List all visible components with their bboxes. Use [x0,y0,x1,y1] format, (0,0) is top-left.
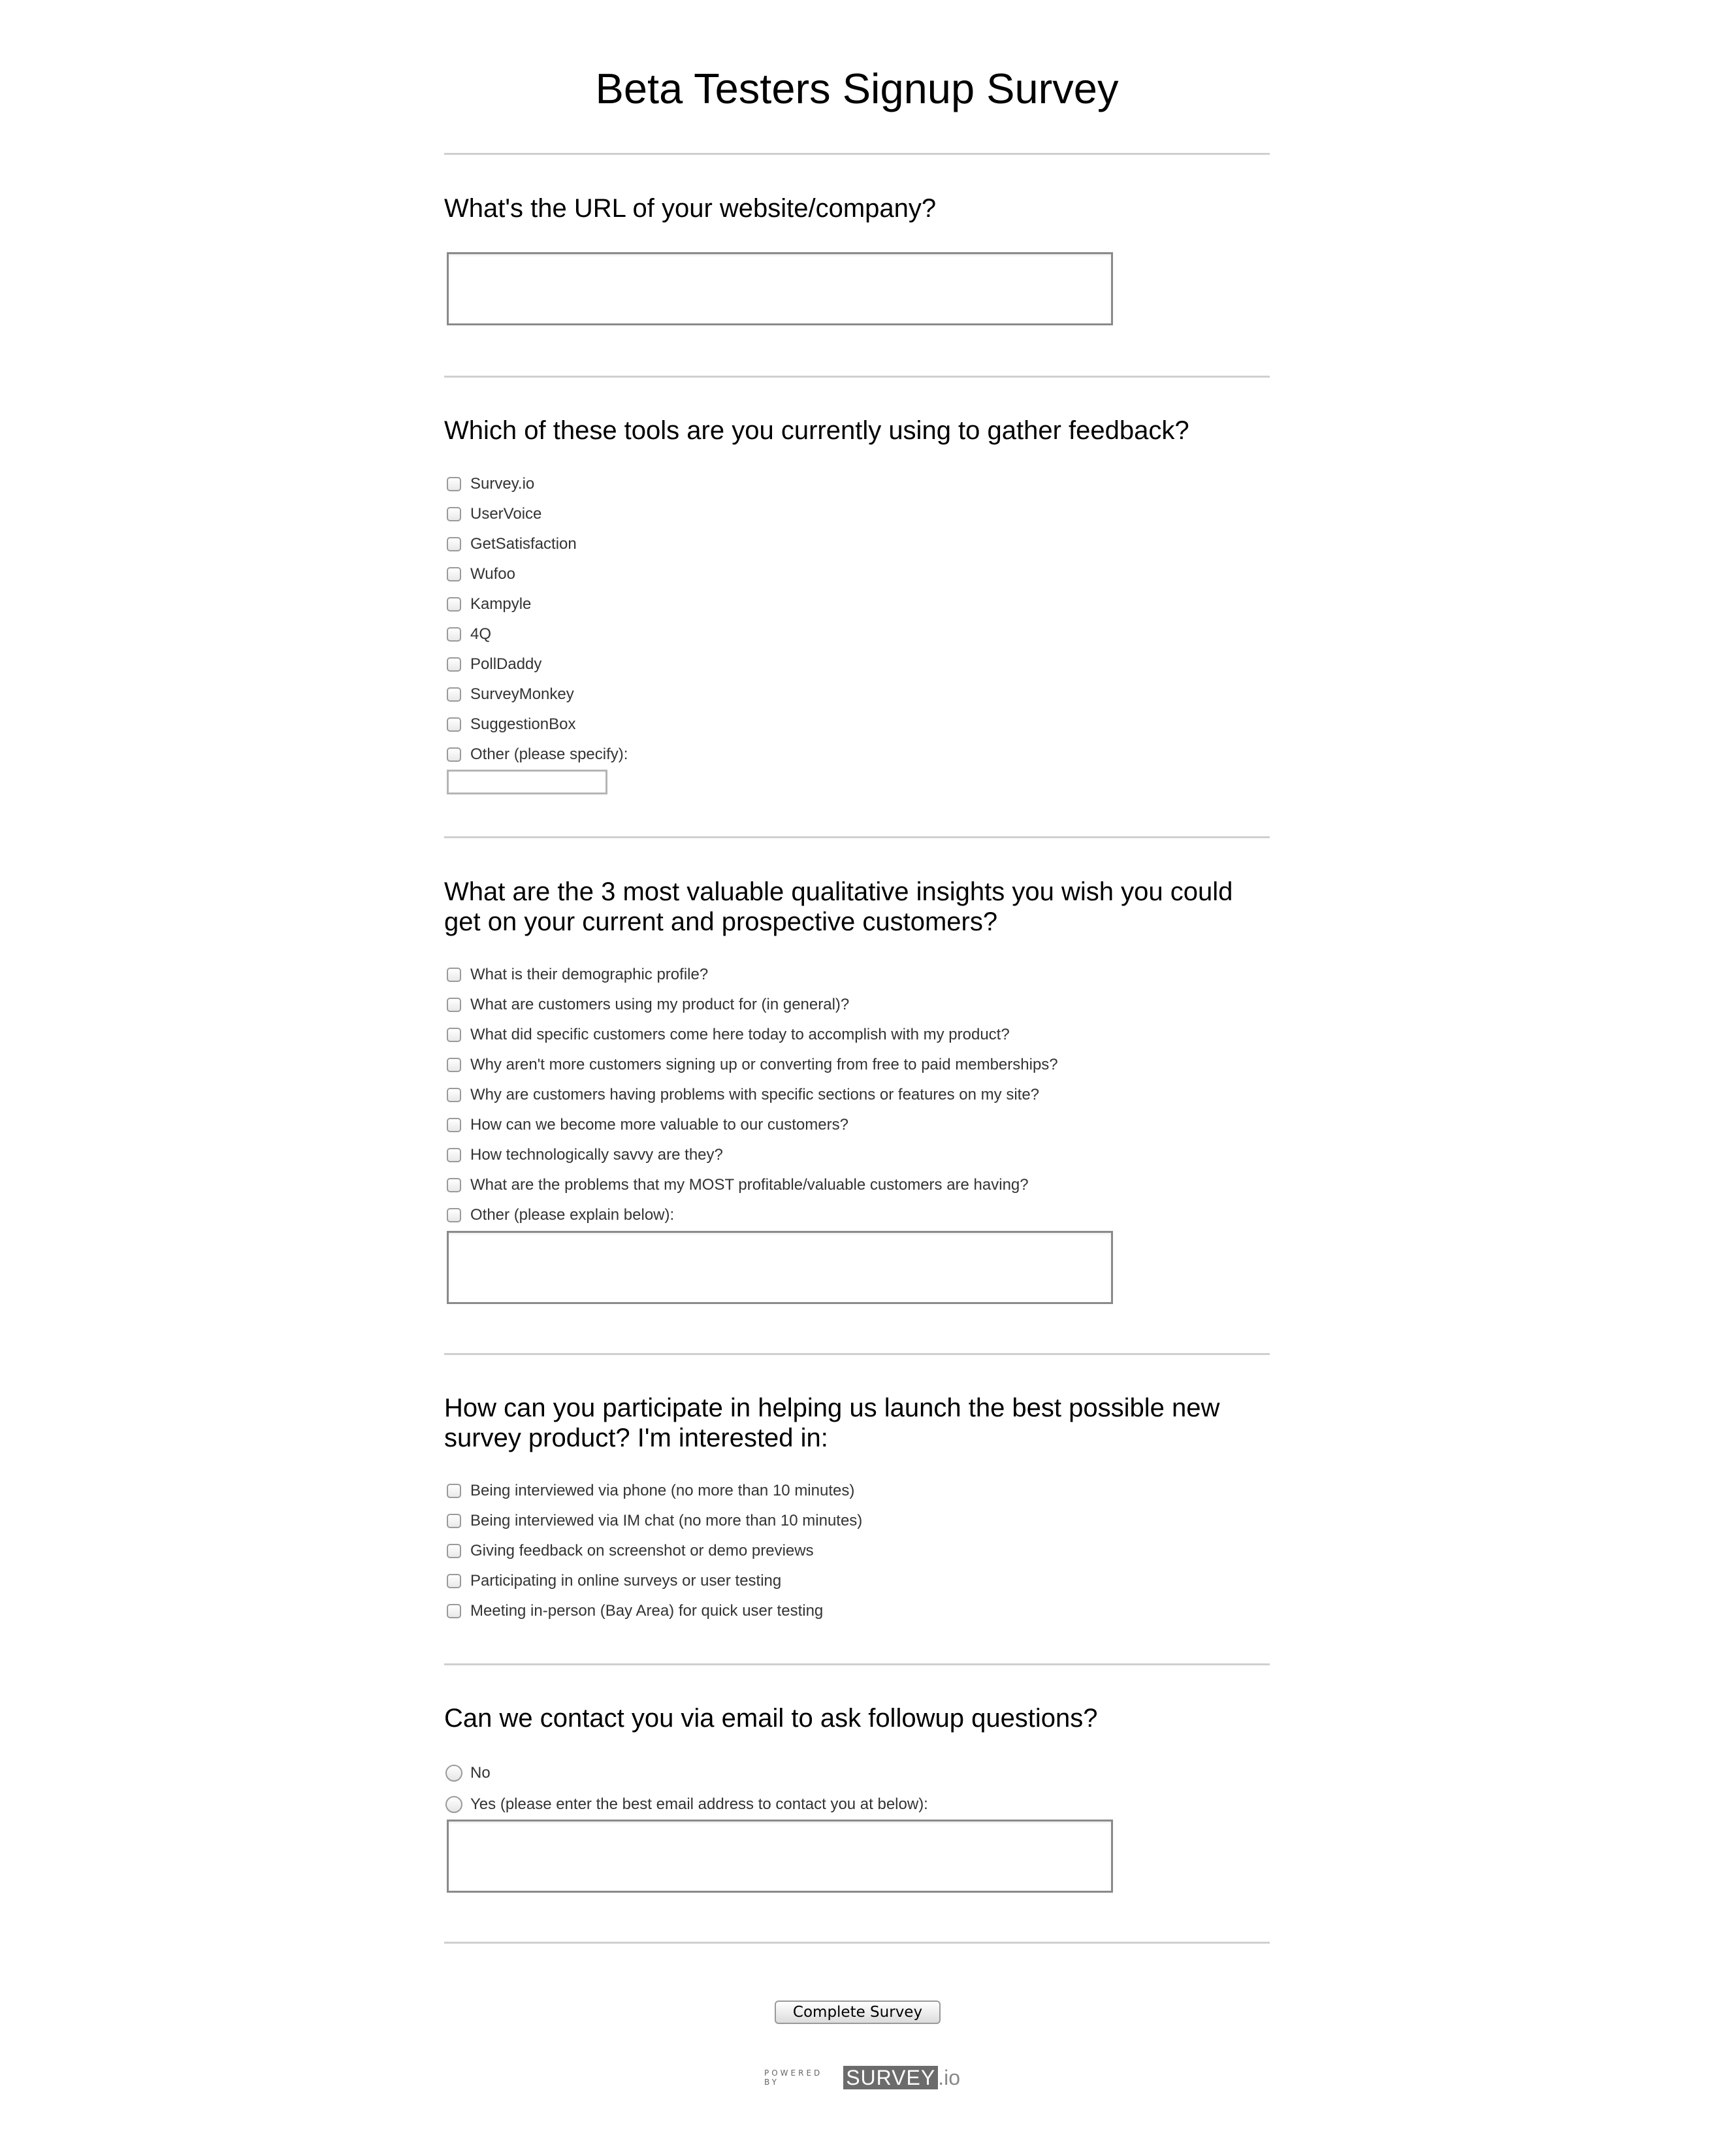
tools-option[interactable] [444,621,491,647]
option-label: What did specific customers come here today to accomplish with my product? [470,1026,1010,1043]
checkbox[interactable] [447,998,461,1012]
option-label: Kampyle [470,595,532,613]
checkbox[interactable] [447,1514,461,1528]
participation-option[interactable] [444,1508,862,1534]
question-insights-title: What are the 3 most valuable qualitative insights you wish you could get on your current and prospective customers? [444,877,1233,936]
divider [444,1942,1270,1944]
email-input[interactable] [447,1820,1113,1893]
option-label: How technologically savvy are they? [470,1146,723,1164]
page-title: Beta Testers Signup Survey [595,65,1119,112]
complete-survey-button[interactable]: Complete Survey [775,2001,941,2024]
tools-other-input[interactable] [447,770,607,794]
question-tools [444,416,1270,446]
option-label: Wufoo [470,565,515,583]
checkbox[interactable] [447,567,461,581]
checkbox[interactable] [447,657,461,672]
insights-option[interactable] [444,962,708,988]
checkbox[interactable] [447,1118,461,1132]
option-label: Other (please explain below): [470,1206,675,1224]
question-insights [444,877,1270,937]
checkbox[interactable] [447,477,461,491]
radio-button[interactable] [445,1796,462,1813]
tools-option[interactable] [444,561,515,587]
checkbox[interactable] [447,968,461,982]
checkbox[interactable] [447,747,461,762]
insights-other-textarea[interactable] [447,1231,1113,1304]
checkbox[interactable] [447,1208,461,1222]
insights-option-other[interactable] [444,1202,674,1228]
option-label: What are customers using my product for (in general)? [470,996,850,1013]
tools-option[interactable] [444,591,531,617]
question-contact-title: Can we contact you via email to ask followup questions? [444,1704,1098,1733]
checkbox[interactable] [447,1088,461,1102]
option-label: What is their demographic profile? [470,966,709,983]
option-label: Giving feedback on screenshot or demo previews [470,1542,814,1560]
question-contact [444,1703,1270,1733]
contact-option-yes[interactable] [444,1791,928,1818]
option-label: SuggestionBox [470,715,576,733]
option-label: Participating in online surveys or user testing [470,1572,782,1590]
survey-logo: SURVEY [843,2066,938,2089]
option-label: GetSatisfaction [470,535,577,553]
tools-option[interactable] [444,471,534,497]
insights-option[interactable] [444,1112,848,1138]
option-label: Yes (please enter the best email address to contact you at below): [470,1795,928,1813]
tools-option-other[interactable] [444,742,628,768]
question-url-title: What's the URL of your website/company? [444,194,937,223]
question-tools-title: Which of these tools are you currently using to gather feedback? [444,416,1189,445]
checkbox[interactable] [447,1028,461,1042]
option-label: Meeting in-person (Bay Area) for quick user testing [470,1602,824,1620]
checkbox[interactable] [447,537,461,551]
insights-option[interactable] [444,992,849,1018]
question-participation-title: How can you participate in helping us launch the best possible new survey product? I'm interested in: [444,1394,1220,1452]
option-label: Other (please specify): [470,745,628,763]
insights-option[interactable] [444,1052,1058,1078]
option-label: UserVoice [470,505,542,523]
divider [444,153,1270,155]
tools-option[interactable] [444,501,541,527]
checkbox[interactable] [447,1148,461,1162]
divider [444,836,1270,838]
tools-option[interactable] [444,681,574,708]
option-label: Survey.io [470,475,535,493]
contact-option-no[interactable] [444,1760,491,1786]
powered-by-text: POWERED BY [764,2068,823,2087]
participation-option[interactable] [444,1568,781,1594]
checkbox[interactable] [447,1544,461,1558]
question-participation [444,1393,1270,1453]
option-label: What are the problems that my MOST profitable/valuable customers are having? [470,1176,1029,1194]
insights-option[interactable] [444,1142,723,1168]
option-label: SurveyMonkey [470,685,574,703]
checkbox[interactable] [447,597,461,612]
option-label: How can we become more valuable to our customers? [470,1116,848,1134]
option-label: PollDaddy [470,655,542,673]
divider [444,1353,1270,1355]
checkbox[interactable] [447,1574,461,1588]
option-label: 4Q [470,625,492,643]
divider [444,1663,1270,1665]
powered-by-badge[interactable] [764,2065,960,2091]
insights-option[interactable] [444,1172,1029,1198]
participation-option[interactable] [444,1598,823,1624]
participation-option[interactable] [444,1478,854,1504]
checkbox[interactable] [447,627,461,642]
checkbox[interactable] [447,507,461,521]
insights-option[interactable] [444,1022,1010,1048]
checkbox[interactable] [447,687,461,702]
checkbox[interactable] [447,1178,461,1192]
option-label: Why aren't more customers signing up or converting from free to paid memberships? [470,1056,1058,1073]
checkbox[interactable] [447,1484,461,1498]
participation-option[interactable] [444,1538,814,1564]
checkbox[interactable] [447,1058,461,1072]
tools-option[interactable] [444,711,575,738]
checkbox[interactable] [447,1604,461,1618]
tools-option[interactable] [444,651,541,678]
survey-logo-suffix: .io [938,2066,960,2089]
option-label: Why are customers having problems with specific sections or features on my site? [470,1086,1040,1103]
insights-option[interactable] [444,1082,1039,1108]
option-label: Being interviewed via IM chat (no more than 10 minutes) [470,1512,863,1529]
url-input[interactable] [447,252,1113,325]
divider [444,376,1270,378]
option-label: Being interviewed via phone (no more than 10 minutes) [470,1482,855,1499]
question-url [444,193,1270,223]
option-label: No [470,1764,491,1782]
tools-option[interactable] [444,531,577,557]
radio-button[interactable] [445,1765,462,1782]
checkbox[interactable] [447,717,461,732]
